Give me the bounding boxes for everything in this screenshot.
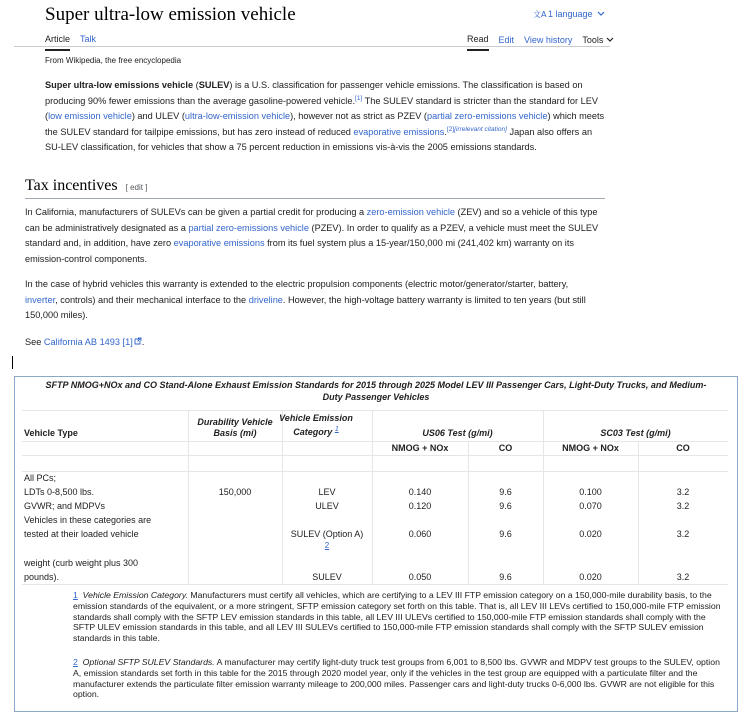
cell-us06-nmog: 0.140 [408, 487, 432, 497]
cell-us06-nmog: 0.060 [408, 529, 432, 539]
vehicle-type-line: tested at their loaded vehicle [24, 529, 139, 539]
translate-icon [533, 9, 547, 19]
header-line: Durability Vehicle [197, 417, 273, 427]
cell-us06-co: 9.6 [499, 487, 512, 497]
tools-menu[interactable] [582, 35, 614, 50]
text: ) and ULEV ( [131, 111, 185, 121]
tab-read[interactable]: Read [467, 34, 489, 51]
cell-sc03-co: 3.2 [676, 572, 690, 582]
header-category [276, 413, 356, 438]
text: from its fuel system plus a 15-year/150,000 mi (241,402 km) warranty on its emission-control components. [25, 238, 574, 264]
text-cursor [12, 356, 13, 369]
header-us06: US06 Test (g/mi) [422, 428, 493, 438]
language-button[interactable] [533, 9, 605, 19]
tools-label: Tools [582, 35, 604, 45]
text: In the case of hybrid vehicles this warranty is extended to the electric propulsion components (electric motor/generator/starter, battery, [25, 279, 569, 289]
vehicle-type-line: LDTs 0-8,500 lbs. [24, 487, 95, 497]
header-text: Category [293, 427, 333, 437]
header-sc03: SC03 Test (g/mi) [600, 428, 671, 438]
category-sulev: SULEV [312, 572, 342, 582]
heading-text: Tax incentives [25, 177, 118, 194]
intro-paragraph [45, 78, 605, 156]
text: The SULEV standard is stricter than the standard for LEV ( [45, 95, 599, 121]
language-label: 1 language [548, 9, 593, 19]
grid-line [22, 441, 728, 442]
edit-section-link[interactable]: [ edit ] [125, 183, 148, 192]
category-ulev: ULEV [315, 501, 339, 511]
footnote-number[interactable]: 1 [73, 590, 78, 600]
ref-1[interactable]: [1] [355, 94, 363, 102]
header-line [276, 424, 356, 438]
header-us06-nmog: NMOG + NOx [391, 443, 449, 453]
cell-sc03-co: 3.2 [676, 501, 690, 511]
link-evaporative[interactable]: evaporative emissions [353, 126, 445, 137]
text: . [444, 126, 447, 137]
cell-sc03-nmog: 0.020 [579, 529, 602, 539]
namespace-tabs [45, 34, 96, 51]
header-sc03-nmog: NMOG + NOx [562, 443, 619, 453]
cell-us06-co: 9.6 [499, 572, 512, 582]
link-driveline[interactable]: driveline [248, 294, 283, 305]
footnote-ref-1[interactable]: 1 [334, 426, 339, 433]
tabs-divider [14, 46, 610, 47]
cell-sc03-nmog: 0.070 [579, 501, 602, 511]
see-also-line [25, 335, 600, 351]
header-vehicle-type: Vehicle Type [24, 428, 78, 438]
footnote-1 [73, 590, 723, 644]
text: . [141, 337, 145, 347]
text: ( [193, 80, 199, 90]
grid-line [468, 441, 469, 584]
durability-value: 150,000 [218, 487, 252, 497]
cell-sc03-nmog: 0.100 [579, 487, 602, 497]
cell-sc03-co: 3.2 [676, 529, 690, 539]
cell-us06-co: 9.6 [499, 529, 512, 539]
header-us06-co: CO [498, 443, 513, 453]
heading-divider [25, 198, 605, 199]
text: Japan also offers an SU-LEV classification, for vehicles that show a 75 percent reduction in emissions vis-à-vis the 2005 emissions standards. [45, 126, 593, 152]
text: (ZEV) and so a vehicle of this type can be administratively designated as a [25, 207, 598, 233]
vehicle-type-line: Vehicles in these categories are [24, 515, 152, 525]
chevron-down-icon [597, 11, 605, 17]
grid-line [22, 584, 728, 585]
footnote-2 [73, 657, 723, 700]
header-durability [188, 417, 282, 439]
footnote-title: Optional SFTP SULEV Standards. [82, 657, 215, 667]
bold-term: Super ultra-low emissions vehicle [45, 80, 194, 90]
header-line: Basis (mi) [213, 428, 257, 438]
tab-article[interactable]: Article [45, 34, 70, 51]
grid-line [22, 455, 728, 456]
link-inverter[interactable]: inverter [25, 294, 56, 305]
category-text: SULEV (Option A) [290, 529, 364, 539]
view-tabs [467, 34, 614, 51]
category-lev: LEV [318, 487, 336, 497]
tab-view-history[interactable]: View history [524, 35, 573, 45]
chevron-down-icon [606, 37, 614, 43]
footnote-title: Vehicle Emission Category. [82, 590, 188, 600]
cell-sc03-co: 3.2 [676, 487, 690, 497]
tab-talk[interactable]: Talk [80, 34, 97, 44]
text: In California, manufacturers of SULEVs can be given a partial credit for producing a [25, 207, 367, 217]
footnote-ref-2[interactable]: 2 [324, 541, 330, 550]
irrelevant-citation[interactable]: [irrelevant citation] [454, 125, 507, 133]
link-pzev[interactable]: partial zero-emissions vehicle [426, 111, 548, 121]
cell-us06-co: 9.6 [499, 501, 512, 511]
header-sc03-co: CO [676, 443, 690, 453]
link-evaporative-2[interactable]: evaporative emissions [173, 238, 265, 248]
tax-paragraph-1 [25, 205, 600, 267]
ref-2[interactable]: [2] [446, 125, 455, 133]
cell-us06-nmog: 0.120 [408, 501, 432, 511]
external-link-icon [134, 337, 142, 345]
abbr: SULEV [198, 80, 230, 90]
section-heading-tax [25, 177, 147, 195]
category-sulev-option-a [282, 529, 372, 551]
footnote-number[interactable]: 2 [73, 657, 78, 667]
grid-line [638, 441, 639, 584]
text: ) is a U.S. classification for passenger vehicle emissions. The classification is based on producing 90% fewer emissions than the average gasoline-powered vehicle. [45, 80, 583, 106]
tax-paragraph-2 [25, 277, 600, 324]
link-ab1493[interactable]: California AB 1493 [1] [43, 337, 133, 347]
text: ), however not as strict as PZEV ( [290, 111, 427, 121]
cell-us06-nmog: 0.050 [408, 572, 432, 582]
grid-line [22, 471, 728, 472]
vehicle-type-line: All PCs; [24, 473, 57, 483]
footnote-text: Manufacturers must certify all vehicles, which are certifying to a LEV III FTP emission category on a 150,000-mile durability basis, to the emission standards of the equivalent, or a more stringent, SFTP emission category set forth on this table. That is, all LEV III LEVs certified to 150,000-mile FTP emission standards shall comply with the SFTP LEV emission standards in this table, all LEV III ULEVs certified to 150,000-mile FTP emission standards shall comply with the SFTP ULEV emission standards in this table, and all LEV III SULEVs certified to 150,000-mile FTP emission standards shall comply with the SFTP SULEV emission standards in this table. [73, 590, 721, 644]
text: See [25, 337, 44, 347]
link-ulev[interactable]: ultra-low-emission vehicle [184, 111, 291, 121]
vehicle-type-line: pounds). [24, 572, 60, 582]
footnote-text: A manufacturer may certify light-duty truck test groups from 6,001 to 8,500 lbs. GVWR and MDPV test groups to the SULEV, option A, emission standards set forth in this table for the 2015 through 2020 model year, only if the vehicles in the test group are equipped with a particulate filter and the manufacturer extends the particulate filter emission warranty mileage to 200,000 miles. Passenger cars and light-duty trucks 0-6,000 lbs. GVWR are not eligible for this option. [73, 657, 720, 700]
text: ) which meets the SULEV standard for tailpipe emissions, but has zero instead of reduced [45, 111, 605, 137]
tab-edit[interactable]: Edit [498, 35, 515, 45]
site-subtitle: From Wikipedia, the free encyclopedia [45, 56, 182, 65]
svg-text:文A: 文A [533, 10, 547, 19]
grid-line [22, 410, 728, 411]
text: , controls) and their mechanical interface to the [55, 294, 249, 305]
text: . However, the high-voltage battery warranty is limited to ten years (but still 150,000 miles). [25, 294, 586, 320]
link-zev[interactable]: zero-emission vehicle [366, 207, 455, 217]
text: (PZEV). In order to qualify as a PZEV, a vehicle must meet the SULEV standard and, in addition, have zero [25, 222, 599, 248]
cell-sc03-nmog: 0.020 [579, 572, 602, 582]
link-pzev-2[interactable]: partial zero-emissions vehicle [188, 222, 309, 233]
table-caption: SFTP NMOG+NOx and CO Stand-Alone Exhaust Emission Standards for 2015 through 2025 Model LEV III Passenger Cars, Light-Duty Trucks, and Medium-Duty Passenger Vehicles [45, 380, 707, 402]
link-lev[interactable]: low emission vehicle [48, 111, 132, 121]
vehicle-type-line: GVWR; and MDPVs [24, 501, 106, 511]
vehicle-type-line: weight (curb weight plus 300 [24, 558, 139, 568]
page-title: Super ultra-low emission vehicle [45, 4, 296, 25]
header-line: Vehicle Emission [279, 413, 353, 423]
